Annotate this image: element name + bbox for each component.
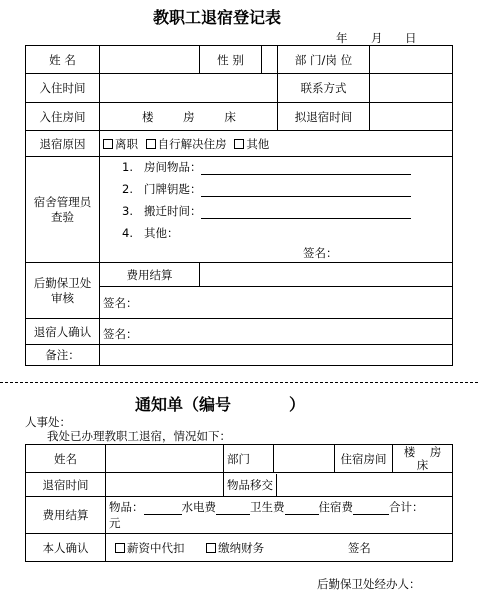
notice-footer: 后勤保卫处经办人：: [317, 577, 421, 591]
dorm-check-cell: [100, 157, 453, 263]
check-item-2: 2. 门牌钥匙：: [122, 181, 411, 197]
notice-checkout-time-field[interactable]: [106, 473, 224, 497]
name-label: 姓 名: [26, 46, 100, 74]
notice-table: [25, 444, 453, 562]
notice-body: 我处已办理教职工退宿，情况如下：: [47, 429, 231, 443]
reason-resign-checkbox[interactable]: 离职: [103, 137, 138, 151]
check-item-3: 3. 搬迁时间：: [122, 203, 411, 219]
date-year: 年: [336, 31, 348, 45]
fee-settle-field[interactable]: [200, 263, 453, 287]
date-month: 月: [371, 31, 383, 45]
notice-name-field[interactable]: [106, 445, 224, 473]
planned-checkout-label: 拟退宿时间: [278, 103, 370, 131]
notice-building-unit: 楼: [403, 444, 416, 459]
check-item-2-line[interactable]: [201, 184, 411, 197]
notice-fee-details: 物品： 水电费 卫生费 住宿费 合计： 元: [106, 497, 453, 534]
cut-line: [0, 382, 478, 383]
building-unit: 楼: [142, 109, 154, 124]
check-item-3-line[interactable]: [201, 206, 411, 219]
checkin-time-label: 入住时间: [26, 74, 100, 103]
notice-recipient: 人事处：: [25, 415, 71, 429]
dorm-admin-sign: 签名：: [303, 246, 338, 260]
notice-confirm-options: [106, 534, 453, 562]
registration-table: [25, 45, 453, 366]
room-field[interactable]: [100, 103, 278, 131]
date-day: 日: [405, 31, 417, 45]
bed-unit: 床: [224, 109, 236, 124]
security-sign: 签名：: [100, 287, 453, 319]
notice-bed-unit: 床: [416, 457, 429, 472]
notice-items-transfer-label: 物品移交: [224, 474, 277, 496]
gender-label: 性 别: [200, 46, 262, 74]
notice-room-unit: 房: [429, 444, 442, 459]
reason-self-housing-checkbox[interactable]: 自行解决住房: [146, 137, 227, 151]
notice-checkout-time-label: 退宿时间: [26, 473, 106, 497]
remark-label: 备注：: [26, 345, 100, 366]
water-fee-line[interactable]: [216, 502, 250, 515]
lodging-fee-line[interactable]: [353, 502, 389, 515]
planned-checkout-field[interactable]: [370, 103, 453, 131]
notice-items-transfer: [224, 473, 453, 497]
items-fee-line[interactable]: [144, 502, 182, 515]
notice-dept-field[interactable]: [274, 445, 335, 473]
reason-options: [100, 131, 453, 157]
form-title: 教职工退宿登记表: [153, 8, 282, 27]
dept-label: 部 门/岗 位: [278, 46, 370, 74]
notice-fee-label: 费用结算: [26, 497, 106, 534]
check-item-4: 4. 其他：: [122, 226, 179, 240]
reason-other-checkbox[interactable]: 其他: [234, 137, 269, 151]
dept-field[interactable]: [370, 46, 453, 74]
salary-deduct-checkbox[interactable]: 薪资中代扣: [115, 541, 185, 555]
contact-field[interactable]: [370, 74, 453, 103]
fee-settle-label: 费用结算: [100, 263, 200, 287]
notice-dept-label: 部门: [224, 445, 274, 473]
checkin-time-field[interactable]: [100, 74, 278, 103]
contact-label: 联系方式: [278, 74, 370, 103]
notice-sign: 签名: [347, 540, 371, 555]
notice-room-field[interactable]: [393, 445, 453, 473]
security-label: 后勤保卫处审核: [26, 263, 100, 319]
name-field[interactable]: [100, 46, 200, 74]
notice-name-label: 姓名: [26, 445, 106, 473]
remark-field[interactable]: [100, 345, 453, 366]
room-unit: 房: [183, 109, 195, 124]
notice-room-label: 住宿房间: [335, 445, 393, 473]
retiree-sign: 签名：: [100, 319, 453, 345]
notice-self-confirm-label: 本人确认: [26, 534, 106, 562]
sanitation-fee-line[interactable]: [285, 502, 319, 515]
notice-title: 通知单（编号 ）: [135, 395, 306, 414]
retiree-confirm-label: 退宿人确认: [26, 319, 100, 345]
room-label: 入住房间: [26, 103, 100, 131]
gender-field[interactable]: [262, 46, 278, 74]
pay-finance-checkbox[interactable]: 缴纳财务: [206, 541, 264, 555]
dorm-check-label: 宿舍管理员查验: [26, 157, 100, 263]
fee-unit: 元: [109, 516, 121, 530]
reason-label: 退宿原因: [26, 131, 100, 157]
check-item-1: 1. 房间物品：: [122, 159, 411, 175]
check-item-1-line[interactable]: [201, 162, 411, 175]
